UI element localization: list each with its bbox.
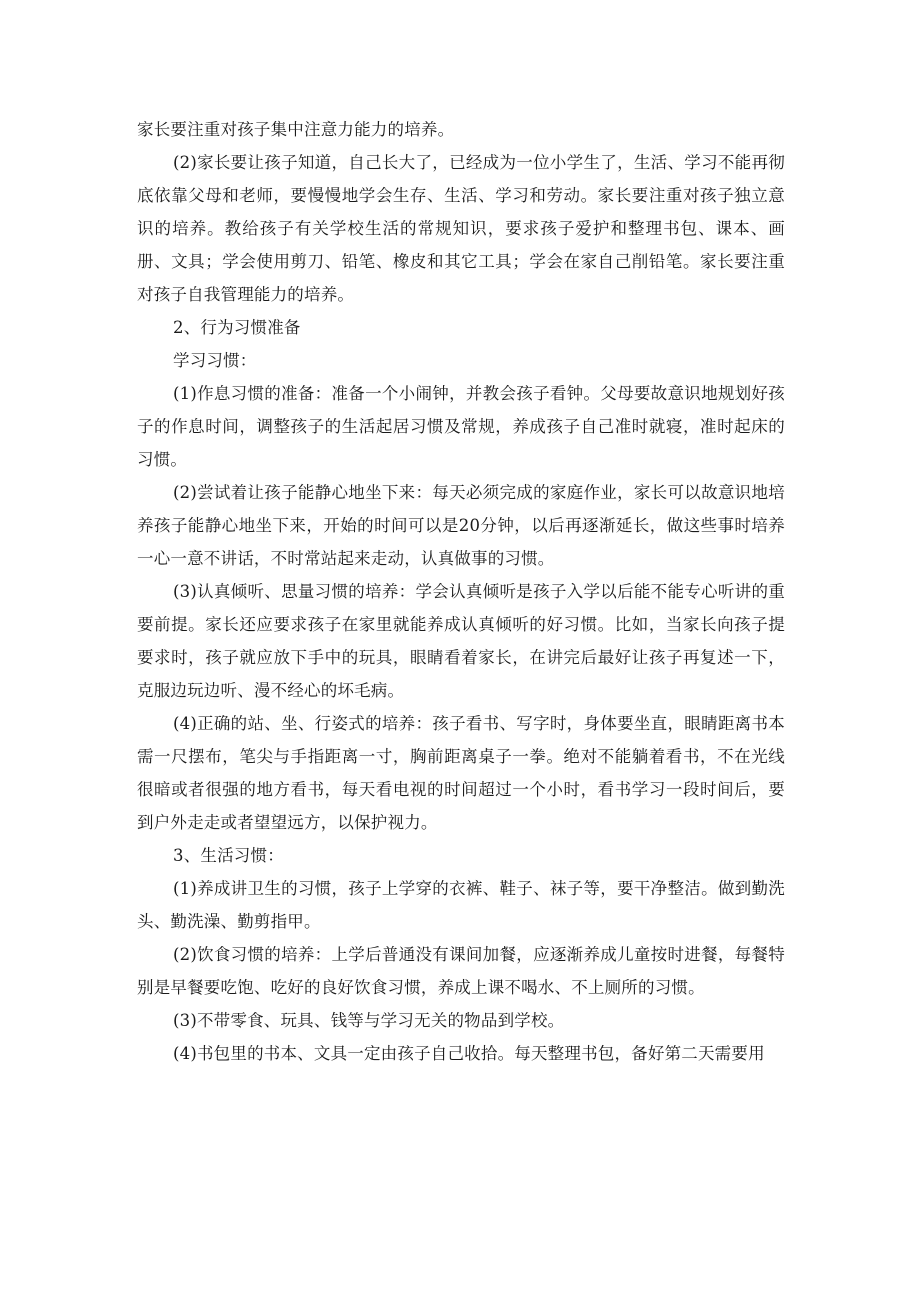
paragraph-schoolbag: (4)书包里的书本、文具一定由孩子自己收拾。每天整理书包，备好第二天需要用 bbox=[173, 1044, 765, 1063]
paragraph-listening-habit: (3)认真倾听、思量习惯的培养：学会认真倾听是孩子入学以后能不能专心听讲的重要前提。家长还应要求孩子在家里就能养成认真倾听的好习惯。比如，当家长向孩子提要求时，孩子就应放下手中的玩具，眼睛看着家长，在讲完后最好让孩子再复述一下，克服边玩边听、漫不经心的坏毛病。 bbox=[137, 582, 785, 700]
section-heading-behavior-habits: 2、行为习惯准备 bbox=[173, 318, 301, 337]
section-heading-life-habits: 3、生活习惯： bbox=[173, 846, 284, 865]
paragraph-attention-ability: 家长要注重对孩子集中注意力能力的培养。 bbox=[137, 120, 455, 139]
paragraph-diet: (2)饮食习惯的培养：上学后普通没有课间加餐，应逐渐养成儿童按时进餐，每餐特别是早餐要吃饱、吃好的良好饮食习惯，养成上课不喝水、不上厕所的习惯。 bbox=[137, 945, 785, 997]
document-body bbox=[137, 113, 785, 1070]
paragraph-independence: (2)家长要让孩子知道，自己长大了，已经成为一位小学生了，生活、学习不能再彻底依靠父母和老师，要慢慢地学会生存、生活、学习和劳动。家长要注重对孩子独立意识的培养。教给孩子有关学校生活的常规知识，要求孩子爱护和整理书包、课本、画册、文具；学会使用剪刀、铅笔、橡皮和其它工具；学会在家自己削铅笔。家长要注重对孩子自我管理能力的培养。 bbox=[137, 153, 785, 304]
paragraph-no-snacks: (3)不带零食、玩具、钱等与学习无关的物品到学校。 bbox=[173, 1011, 565, 1030]
subheading-study-habits: 学习习惯： bbox=[173, 351, 257, 370]
paragraph-hygiene: (1)养成讲卫生的习惯，孩子上学穿的衣裤、鞋子、袜子等，要干净整洁。做到勤洗头、勤洗澡、勤剪指甲。 bbox=[137, 879, 785, 931]
paragraph-sit-still: (2)尝试着让孩子能静心地坐下来：每天必须完成的家庭作业，家长可以故意识地培养孩子能静心地坐下来，开始的时间可以是20分钟，以后再逐渐延长，做这些事时培养一心一意不讲话，不时常站起来走动，认真做事的习惯。 bbox=[137, 483, 785, 568]
paragraph-schedule-habit: (1)作息习惯的准备：准备一个小闹钟，并教会孩子看钟。父母要故意识地规划好孩子的作息时间，调整孩子的生活起居习惯及常规，养成孩子自己准时就寝，准时起床的习惯。 bbox=[137, 384, 785, 469]
paragraph-posture: (4)正确的站、坐、行姿式的培养：孩子看书、写字时，身体要坐直，眼睛距离书本需一尺摆布，笔尖与手指距离一寸，胸前距离桌子一拳。绝对不能躺着看书，不在光线很暗或者很强的地方看书，每天看电视的时间超过一个小时，看书学习一段时间后，要到户外走走或者望望远方，以保护视力。 bbox=[137, 714, 785, 832]
